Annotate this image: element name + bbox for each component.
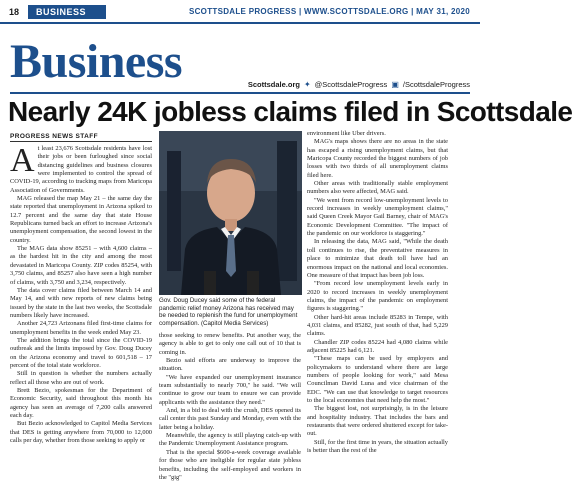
paragraph: The data cover claims filed between March 14 and May 14, and with new reports of new claims being issued by the state in the last two weeks, the Scottsdale numbers likely have increased.	[10, 286, 152, 319]
drop-cap: A	[10, 142, 35, 179]
paragraph: Another 24,723 Arizonans filed first-time claims for unemployment benefits in the week ended May 23.	[10, 320, 152, 336]
paragraph: The addition brings the total since the COVID-19 outbreak and the limits imposed by Gov. Doug Ducey on the Arizona economy and travel to 601,518 – 17 percent of the total state workforce.	[10, 336, 152, 369]
folio-line: SCOTTSDALE PROGRESS | WWW.SCOTTSDALE.ORG | MAY 31, 2020	[188, 7, 470, 16]
paragraph: Chandler ZIP codes 85224 had 4,080 claims while adjacent 85225 had 6,121.	[307, 338, 448, 354]
paragraph: Other hard-hit areas include 85283 in Tempe, with 4,031 claims, and 85282, just south of that, had 5,229 claims.	[307, 313, 448, 338]
site-link[interactable]: Scottsdale.org	[247, 80, 300, 89]
paragraph: "We went from record low-unemployment levels to record increases in weekly unemployment claims," said Queen Creek Mayor Gail Barney, chair of MAG's Economic Development Committee. "The impact of the pandemic on our workforce is staggering."	[307, 196, 448, 238]
facebook-handle[interactable]: /ScottsdaleProgress	[402, 80, 470, 89]
article-column-1	[10, 142, 152, 475]
paragraph: environment like Uber drivers.	[307, 130, 386, 137]
paragraph: That is the special $600-a-week coverage available for those who are ineligible for regular state jobless benefits, including the self-employed and workers in the "gig"	[159, 448, 301, 481]
paragraph: The biggest lost, not surprisingly, is in the leisure and hospitality industry. That includes the bars and restaurants that were ordered shuttered except for take-out.	[307, 405, 448, 438]
masthead-rule	[10, 92, 470, 94]
paragraph: those seeking to renew benefits. Put another way, the agency is able to get to only one call out of 10 that is coming in.	[159, 332, 301, 356]
paragraph: Other areas with traditionally stable employment numbers also were affected, MAG said.	[307, 180, 448, 196]
social-links	[248, 80, 470, 89]
paragraph: Still in question is whether the numbers actually reflect all those who are out of work.	[10, 370, 152, 386]
page-header-bar	[0, 0, 480, 24]
article-headline: Nearly 24K jobless claims filed in Scottsdale	[8, 96, 572, 127]
twitter-icon: ✦	[303, 80, 311, 89]
paragraph: The MAG data show 85251 – with 4,600 claims – as the hardest hit in the city and among the most devastated in Maricopa County. ZIP codes 85254, with 3,750 claims, and 85257 also have seen a high number of claims, with 3,750 and 3,234, respectively.	[10, 245, 152, 286]
article-column-2	[159, 332, 301, 481]
paragraph: Brett Bezio, spokesman for the Department of Economic Security, said throughout this month his agency has seen an average of 7,200 calls answered each day.	[10, 386, 152, 419]
paragraph: At least 23,676 Scottsdale residents have lost their jobs or been furloughed since social distancing guidelines and business closures were implemented to control the spread of COVID-19, according to tracking maps from Maricopa Association of Governments.	[10, 142, 152, 194]
paragraph: MAG released the map May 21 – the same day the state reported that unemployment in Arizona spiked to 12.7 percent and the same day that state House Republicans turned back an effort to increase Arizona's unemployment compensation, the second lowest in the country.	[10, 195, 152, 244]
twitter-handle[interactable]: @ScottsdaleProgress	[314, 80, 388, 89]
paragraph: "We have expanded our unemployment insurance team substantially to nearly 700," he said. "We will continue to grow our team to ensure we can provide applicants with the assistance they need."	[159, 373, 301, 406]
paragraph: And, in a bid to deal with the crush, DES opened its call center this past Sunday and Monday, even with the latter being a holiday.	[159, 407, 301, 431]
paragraph: Bezio said efforts are underway to improve the situation.	[159, 357, 301, 373]
paragraph: MAG's maps shows there are no areas in the state has escaped a rising unemployment claims, but that Maricopa County recorded the biggest numbers of job losses with two thirds of all unemployment claims filed here.	[307, 138, 448, 179]
paragraph: Meanwhile, the agency is still playing catch-up with the Pandemic Unemployment Assistance program.	[159, 432, 301, 448]
paragraph: "These maps can be used by employers and policymakers to understand where there are large numbers of people looking for work," said Mesa Councilman David Luna and vice chairman of the EDC. "We can use that knowledge to target resources to the local economies that need help the most."	[307, 355, 448, 404]
section-masthead: Business	[10, 35, 183, 88]
page-number: 18	[9, 7, 20, 17]
photo-caption: Gov. Doug Ducey said some of the federal pandemic relief money Arizona has received may be needed to replenish the fund for unemployment compensation. (Capitol Media Services)	[159, 297, 298, 327]
facebook-icon: ▣	[391, 80, 399, 89]
paragraph: Still, for the first time in years, the situation actually is better than the rest of the	[307, 438, 448, 455]
paragraph: But Bezio acknowledged to Capitol Media Services that DES is getting anywhere from 70,000 to 12,000 calls per day, whether from those seeking to apply or	[10, 420, 152, 445]
article-column-three	[307, 130, 448, 475]
article-byline: PROGRESS NEWS STAFF	[10, 133, 99, 140]
governor-photo	[159, 131, 302, 295]
paragraph: In releasing the data, MAG said, "While the death toll continues to rise, the preventative measures in place to minimize that death toll have had an enormous impact on the national and local economies. One measure of that impact has been job loss.	[307, 238, 448, 279]
portrait-illustration	[159, 131, 302, 295]
paragraph: "From record low unemployment levels early in 2020 to record increases in weekly unemployment claims, the impact of the pandemic on employment figures is staggering."	[307, 280, 448, 313]
section-tag: BUSINESS	[28, 5, 106, 19]
